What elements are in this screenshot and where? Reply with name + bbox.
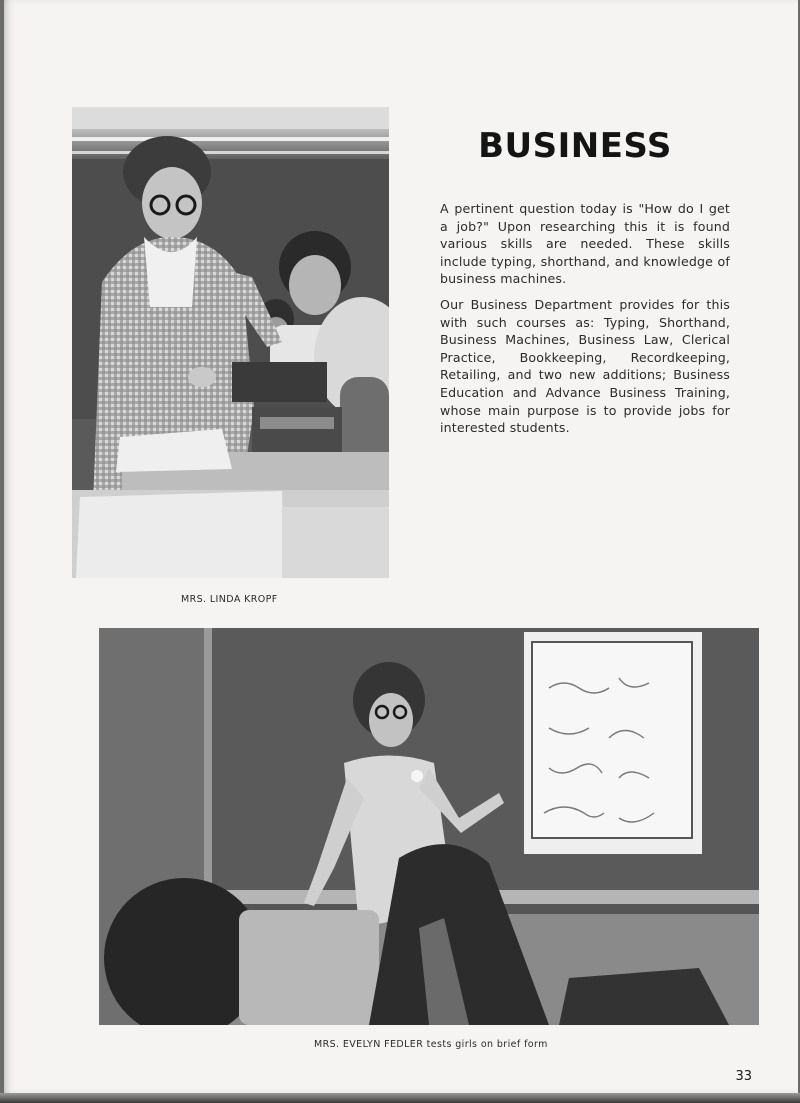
section-heading: BUSINESS (478, 126, 672, 166)
book-bottom-edge (0, 1093, 800, 1103)
caption-top-photo: MRS. LINDA KROPF (181, 594, 278, 605)
article-body (440, 200, 730, 445)
page-number: 33 (735, 1069, 752, 1084)
photo-teacher-typewriter (72, 107, 389, 578)
yearbook-page (4, 0, 798, 1093)
article-paragraph: A pertinent question today is "How do I get a job?" Upon researching this it is found various skills are needed. These skills include typing, shorthand, and knowledge of business machines. (440, 201, 730, 287)
photo-teacher-chalkboard (99, 628, 759, 1025)
caption-bottom-photo: MRS. EVELYN FEDLER tests girls on brief form (314, 1039, 548, 1050)
article-paragraph: Our Business Department provides for this with such courses as: Typing, Shorthand, Business Machines, Business Law, Clerical Practice, Bookkeeping, Recordkeeping, Retailing, and two new additions; Business Education and Advance Business Training, whose main purpose is to provide jobs for interested students. (440, 296, 730, 436)
